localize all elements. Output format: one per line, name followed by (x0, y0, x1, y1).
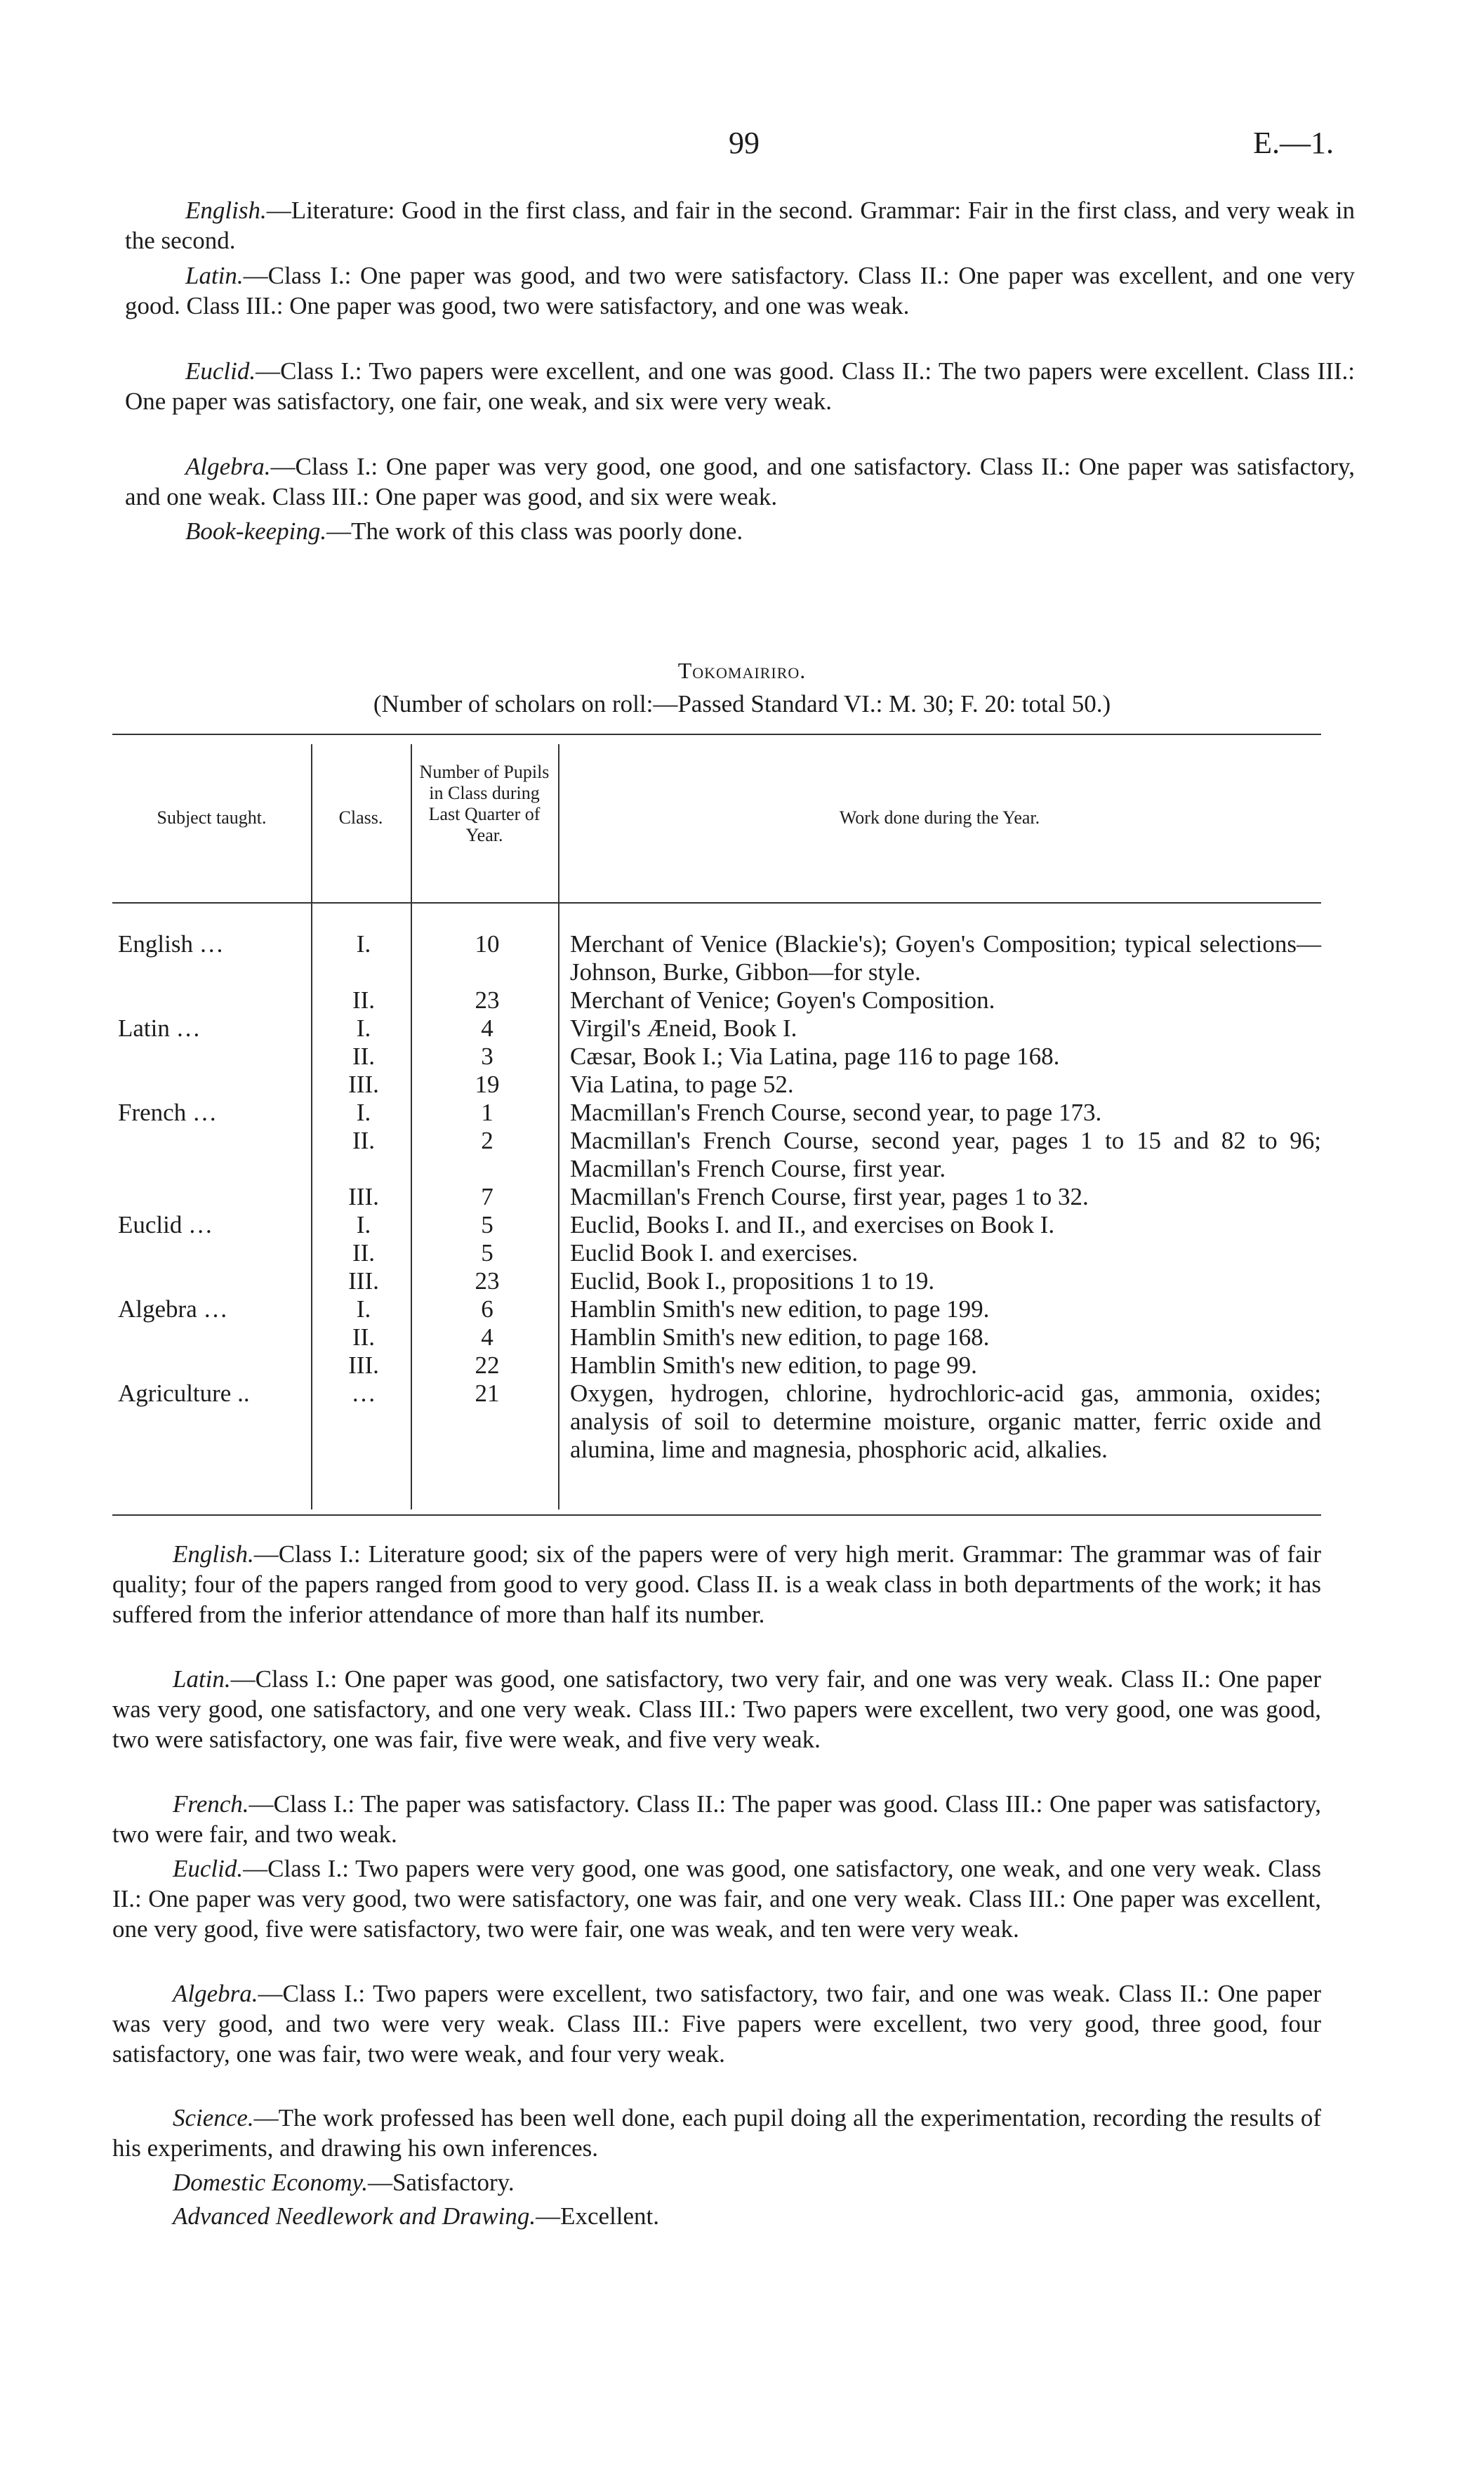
cell-number: 10 (475, 930, 500, 958)
cell-subject: Algebra … (118, 1295, 228, 1323)
cell-subject: Latin … (118, 1014, 201, 1042)
paragraph-algebra-prev: Algebra.—Class I.: One paper was very good, one good, and one satisfactory. Class II.: One paper was satisfactory, and one weak. Class III.: One paper was good, and six were weak. (125, 453, 1355, 510)
cell-work: Euclid, Book I., propositions 1 to 19. (570, 1267, 935, 1295)
paragraph-english: English.—Class I.: Literature good; six of the papers were of very high merit. Grammar: The grammar was of fair quality; four of the papers ranged from good to very good. Class II. is a weak class in both departments of the work; it has suffered from the inferior attendance of more than half its number. (112, 1540, 1321, 1628)
cell-class: III. (348, 1071, 379, 1098)
cell-work: Oxygen, hydrogen, chlorine, hydrochloric-acid gas, ammonia, oxides; analysis of soil to determine moisture, organic matter, ferric oxide and alumina, lime and magnesia, phosphoric acid, alkalies. (570, 1380, 1321, 1463)
header-number: Number of Pupils in Class during Last Quarter of Year. (419, 762, 550, 845)
cell-class: I. (356, 1014, 371, 1042)
cell-subject: English … (118, 930, 224, 958)
section-title: Tokomairiro. (677, 658, 807, 683)
cell-work: Euclid, Books I. and II., and exercises on Book I. (570, 1211, 1055, 1238)
cell-work: Euclid Book I. and exercises. (570, 1239, 859, 1267)
cell-number: 6 (481, 1295, 493, 1323)
cell-class: III. (348, 1267, 379, 1295)
cell-work: Hamblin Smith's new edition, to page 168. (570, 1323, 990, 1351)
cell-number: 22 (475, 1351, 500, 1379)
paragraph-latin-prev: Latin.—Class I.: One paper was good, and two were satisfactory. Class II.: One paper was excellent, and one very good. Class III.: One paper was good, two were satisfactory, and one was weak. (125, 262, 1355, 319)
cell-work: Macmillan's French Course, second year, to page 173. (570, 1099, 1102, 1126)
cell-class: II. (352, 1239, 376, 1267)
cell-class: I. (356, 1099, 371, 1126)
cell-class: II. (352, 1043, 376, 1070)
paragraph-english-prev: English.—Literature: Good in the first class, and fair in the second. Grammar: Fair in the first class, and very weak in the second. (125, 197, 1355, 254)
header-class: Class. (338, 807, 383, 828)
paragraph-euclid: Euclid.—Class I.: Two papers were very good, one was good, one satisfactory, one weak, and one very weak. Class II.: One paper was very good, two were satisfactory, one was fair, and one very weak. Class III.: One paper was excellent, one very good, five were satisfactory, two were fair, one was weak, and ten were very weak. (112, 1855, 1321, 1943)
cell-subject: Euclid … (118, 1211, 213, 1238)
cell-class: II. (352, 1127, 376, 1154)
cell-number: 23 (475, 1267, 500, 1295)
cell-number: 2 (481, 1127, 493, 1154)
cell-class: I. (356, 1211, 371, 1238)
table-header-rule (112, 902, 1321, 904)
table-top-rule (112, 734, 1321, 735)
cell-class: … (351, 1380, 376, 1407)
cell-work: Via Latina, to page 52. (570, 1071, 794, 1098)
document-reference: E.—1. (1253, 126, 1334, 160)
cell-number: 1 (481, 1099, 493, 1126)
paragraph-latin: Latin.—Class I.: One paper was good, one satisfactory, two very fair, and one was very weak. Class II.: One paper was very good, one satisfactory, and one very weak. Class III.: Two papers were excellent, two very good, one was good, two were satisfactory, one was fair, five were weak, and five very weak. (112, 1665, 1321, 1753)
cell-number: 23 (475, 986, 500, 1014)
paragraph-needlework: Advanced Needlework and Drawing.—Excellent. (173, 2202, 660, 2230)
cell-class: I. (356, 1295, 371, 1323)
cell-subject: French … (118, 1099, 217, 1126)
cell-work: Cæsar, Book I.; Via Latina, page 116 to page 168. (570, 1043, 1060, 1070)
cell-class: I. (356, 930, 371, 958)
paragraph-bookkeeping: Book-keeping.—The work of this class was poorly done. (185, 517, 743, 545)
cell-number: 3 (481, 1043, 493, 1070)
cell-work: Merchant of Venice; Goyen's Composition. (570, 986, 995, 1014)
cell-number: 21 (475, 1380, 500, 1407)
table-bottom-rule (112, 1514, 1321, 1516)
cell-work: Virgil's Æneid, Book I. (570, 1014, 797, 1042)
cell-number: 4 (481, 1323, 493, 1351)
paragraph-science: Science.—The work professed has been well done, each pupil doing all the experimentation, recording the results of his experiments, and drawing his own inferences. (112, 2104, 1321, 2162)
cell-number: 5 (481, 1211, 493, 1238)
cell-class: II. (352, 1323, 376, 1351)
cell-class: III. (348, 1351, 379, 1379)
header-subject: Subject taught. (157, 807, 267, 828)
cell-work: Macmillan's French Course, second year, pages 1 to 15 and 82 to 96; Macmillan's French Course, first year. (570, 1127, 1321, 1182)
cell-work: Merchant of Venice (Blackie's); Goyen's Composition; typical selections—Johnson, Burke, Gibbon—for style. (570, 930, 1321, 986)
paragraph-algebra: Algebra.—Class I.: Two papers were excellent, two satisfactory, two fair, and one was weak. Class II.: One paper was very good, and two were very weak. Class III.: Five papers were excellent, two very good, three good, four satisfactory, one was fair, two were weak, and four very weak. (112, 1980, 1321, 2068)
cell-work: Hamblin Smith's new edition, to page 199. (570, 1295, 990, 1323)
cell-class: III. (348, 1183, 379, 1210)
cell-work: Hamblin Smith's new edition, to page 99. (570, 1351, 977, 1379)
cell-number: 19 (475, 1071, 500, 1098)
page-number: 99 (729, 126, 760, 160)
header-work: Work done during the Year. (839, 807, 1040, 828)
paragraph-french: French.—Class I.: The paper was satisfactory. Class II.: The paper was good. Class III.: One paper was satisfactory, two were fair, and two weak. (112, 1790, 1321, 1848)
section-subtitle: (Number of scholars on roll:—Passed Standard VI.: M. 30; F. 20: total 50.) (373, 690, 1111, 718)
cell-class: II. (352, 986, 376, 1014)
paragraph-euclid-prev: Euclid.—Class I.: Two papers were excellent, and one was good. Class II.: The two papers were excellent. Class III.: One paper was satisfactory, one fair, one weak, and six were very weak. (125, 357, 1355, 415)
cell-number: 7 (481, 1183, 493, 1210)
cell-number: 5 (481, 1239, 493, 1267)
cell-number: 4 (481, 1014, 493, 1042)
cell-subject: Agriculture .. (118, 1380, 250, 1407)
cell-work: Macmillan's French Course, first year, pages 1 to 32. (570, 1183, 1089, 1210)
paragraph-domestic-economy: Domestic Economy.—Satisfactory. (173, 2169, 515, 2196)
